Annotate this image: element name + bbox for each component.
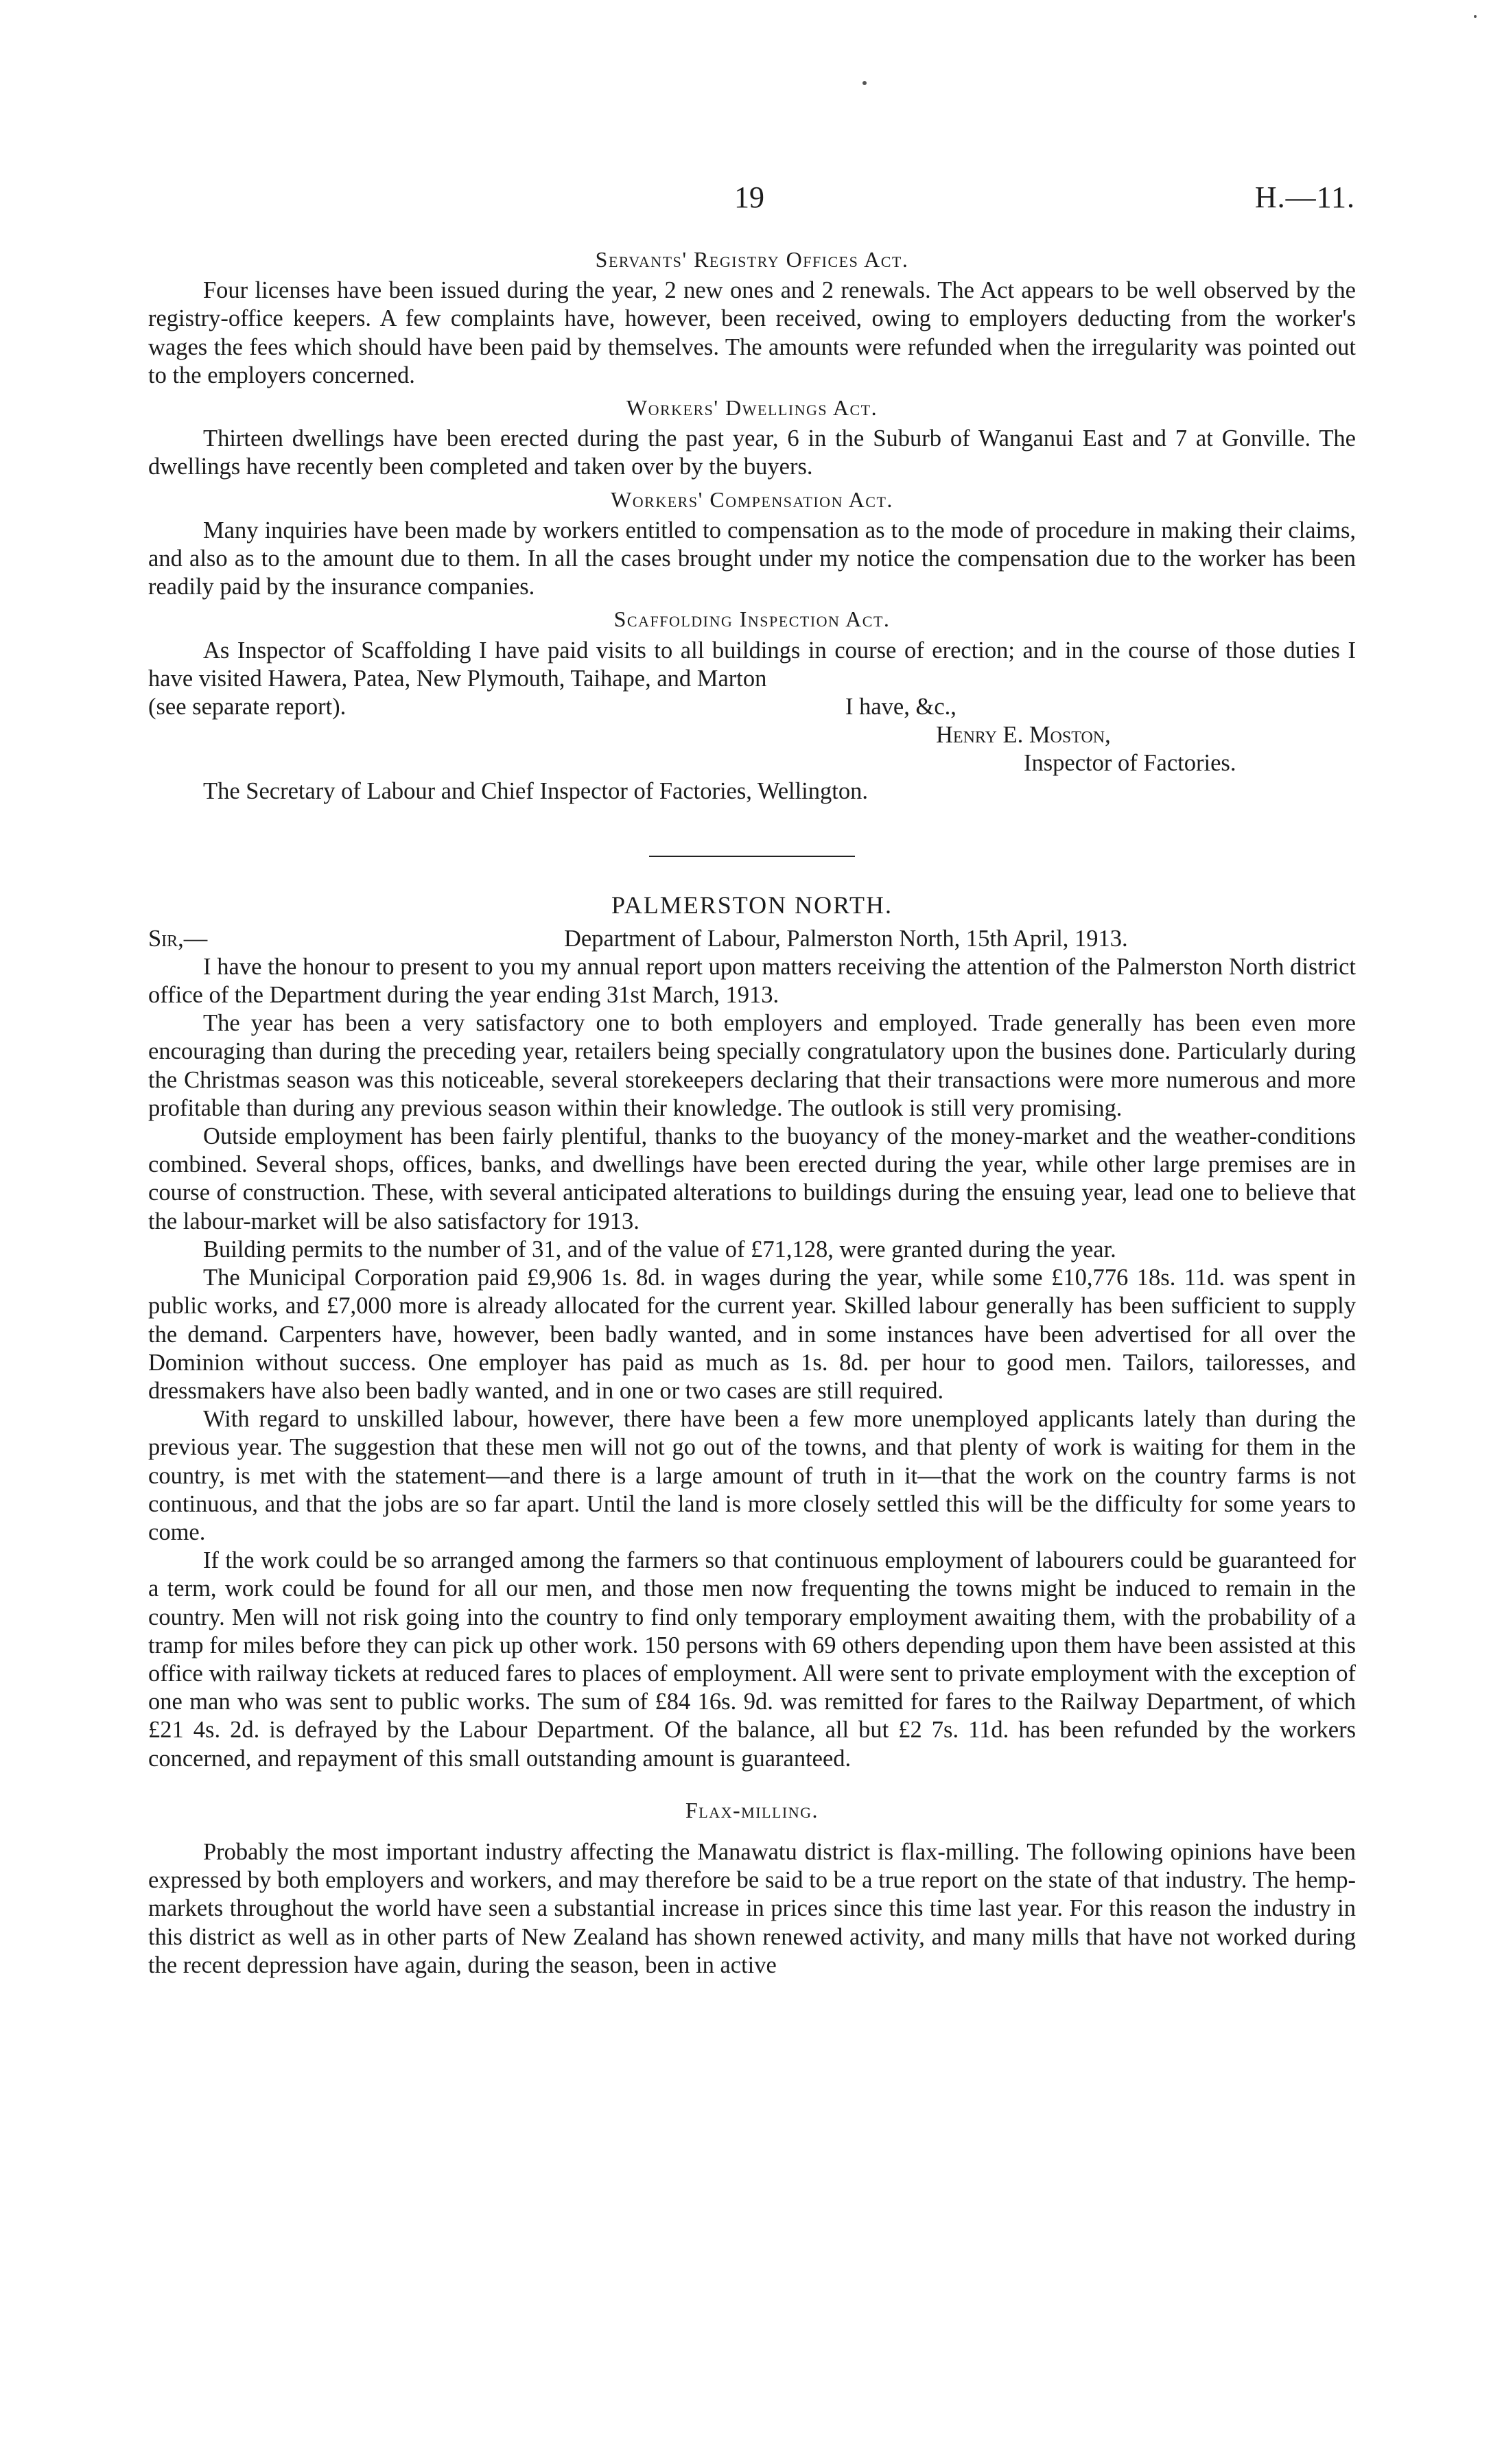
- flax-milling-paragraph: Probably the most important industry affecting the Manawatu district is flax-milling. The following opinions have been expressed by both employers and workers, and may therefore be said to be a true report on the state of that industry. The hemp-markets throughout the world have seen a substantial increase in prices since this time last year. For this reason the industry in this district as well as in other parts of New Zealand has shown renewed activity, and many mills that have not worked during the recent depression have again, during the season, been in active: [148, 1838, 1356, 1978]
- report-paragraph: If the work could be so arranged among the farmers so that continuous employment of labourers could be guaranteed for a term, work could be found for all our men, and those men now frequenting the towns might be induced to remain in the country. Men will not risk going into the country to find only temporary employment awaiting them, with the probability of a tramp for miles before they can pick up other work. 150 persons with 69 others depending upon them have been assisted at this office with railway tickets at reduced fares to places of employment. All were sent to private employment with the exception of one man who was sent to public works. The sum of £84 16s. 9d. was remitted for fares to the Railway Department, of which £21 4s. 2d. is defrayed by the Labour Department. Of the balance, all but £2 7s. 11d. has been refunded by the workers concerned, and repayment of this small outstanding amount is guaranteed.: [148, 1547, 1356, 1772]
- addressee: The Secretary of Labour and Chief Inspector of Factories, Wellington.: [203, 778, 868, 805]
- report-paragraph: With regard to unskilled labour, however, there have been a few more unemployed applicants lately than during the previous year. The suggestion that these men will not go out of the towns, and that plenty of work is waiting for them in the country, is met with the statement—and there is a large amount of truth in it—that the work on the country farms is not continuous, and that the jobs are so far apart. Until the land is more closely settled this will be the difficulty for some years to come.: [148, 1406, 1356, 1545]
- page-speck: [862, 81, 867, 85]
- closing-row: [148, 693, 1356, 721]
- workers-compensation-heading: Workers' Compensation Act.: [611, 486, 893, 512]
- report-paragraph: Outside employment has been fairly plentiful, thanks to the buoyancy of the money-market and the weather-conditions combined. Several shops, offices, banks, and dwellings have been erected during the year, while other large premises are in course of construction. These, with several anticipated alterations to buildings during the ensuing year, lead one to believe that the labour-market will be also satisfactory for 1913.: [148, 1123, 1356, 1234]
- workers-compensation-paragraph: Many inquiries have been made by workers entitled to compensation as to the mode of procedure in making their claims, and also as to the amount due to them. In all the cases brought under my notice the compensation due to the worker has been readily paid by the insurance companies.: [148, 517, 1356, 600]
- report-paragraph: The year has been a very satisfactory one to both employers and employed. Trade generally has been even more encouraging than during the preceding year, retailers being specially congratulatory upon the busines done. Particularly during the Christmas season was this noticeable, several storekeepers declaring that their transactions were more numerous and more profitable than during any previous season within their knowledge. The outlook is still very promising.: [148, 1010, 1356, 1121]
- workers-dwellings-heading: Workers' Dwellings Act.: [626, 395, 878, 421]
- report-paragraph: The Municipal Corporation paid £9,906 1s. 8d. in wages during the year, while some £10,776 18s. 11d. was spent in public works, and £7,000 more is already allocated for the current year. Skilled labour generally has been sufficient to supply the demand. Carpenters have, however, been badly wanted, and in some instances have been advertised for all over the Dominion without success. One employer has paid as much as 1s. 8d. per hour to good men. Tailors, tailoresses, and dressmakers have also been badly wanted, and in one or two cases are still required.: [148, 1265, 1356, 1404]
- flax-milling-heading: Flax-milling.: [685, 1797, 819, 1822]
- document-reference: H.—11.: [1254, 180, 1355, 214]
- section-divider: [649, 856, 855, 857]
- section-title-palmerston-north: PALMERSTON NORTH.: [611, 891, 893, 919]
- page-speck: [1474, 15, 1477, 18]
- signatory-title: Inspector of Factories.: [1024, 750, 1236, 777]
- report-content: [148, 242, 1356, 1980]
- page-number: 19: [734, 180, 764, 214]
- report-paragraph: I have the honour to present to you my annual report upon matters receiving the attention of the Palmerston North district office of the Department during the year ending 31st March, 1913.: [148, 953, 1356, 1009]
- salutation: Sir,—: [148, 925, 208, 952]
- scaffolding-heading: Scaffolding Inspection Act.: [613, 607, 891, 632]
- servants-registry-paragraph: Four licenses have been issued during the year, 2 new ones and 2 renewals. The Act appears to be well observed by the registry-office keepers. A few complaints have, however, been received, owing to employers deducting from the worker's wages the fees which should have been paid by themselves. The amounts were refunded when the irregularity was pointed out to the employers concerned.: [148, 277, 1356, 388]
- report-paragraph: Building permits to the number of 31, and of the value of £71,128, were granted during the year.: [203, 1236, 1116, 1263]
- workers-dwellings-paragraph: Thirteen dwellings have been erected during the past year, 6 in the Suburb of Wanganui East and 7 at Gonville. The dwellings have recently been completed and taken over by the buyers.: [148, 425, 1356, 480]
- scaffolding-paragraph-end: (see separate report).: [148, 694, 347, 720]
- signatory-name: Henry E. Moston,: [936, 722, 1111, 749]
- place-and-date: Department of Labour, Palmerston North, 15th April, 1913.: [564, 925, 1128, 952]
- servants-registry-heading: Servants' Registry Offices Act.: [595, 247, 909, 272]
- salutation-row: [148, 925, 1356, 953]
- page-header: [0, 180, 1491, 221]
- closing-formula: I have, &c.,: [845, 694, 956, 720]
- scaffolding-paragraph: As Inspector of Scaffolding I have paid visits to all buildings in course of erection; and in the course of those duties I have visited Hawera, Patea, New Plymouth, Taihape, and Marton: [148, 637, 1356, 692]
